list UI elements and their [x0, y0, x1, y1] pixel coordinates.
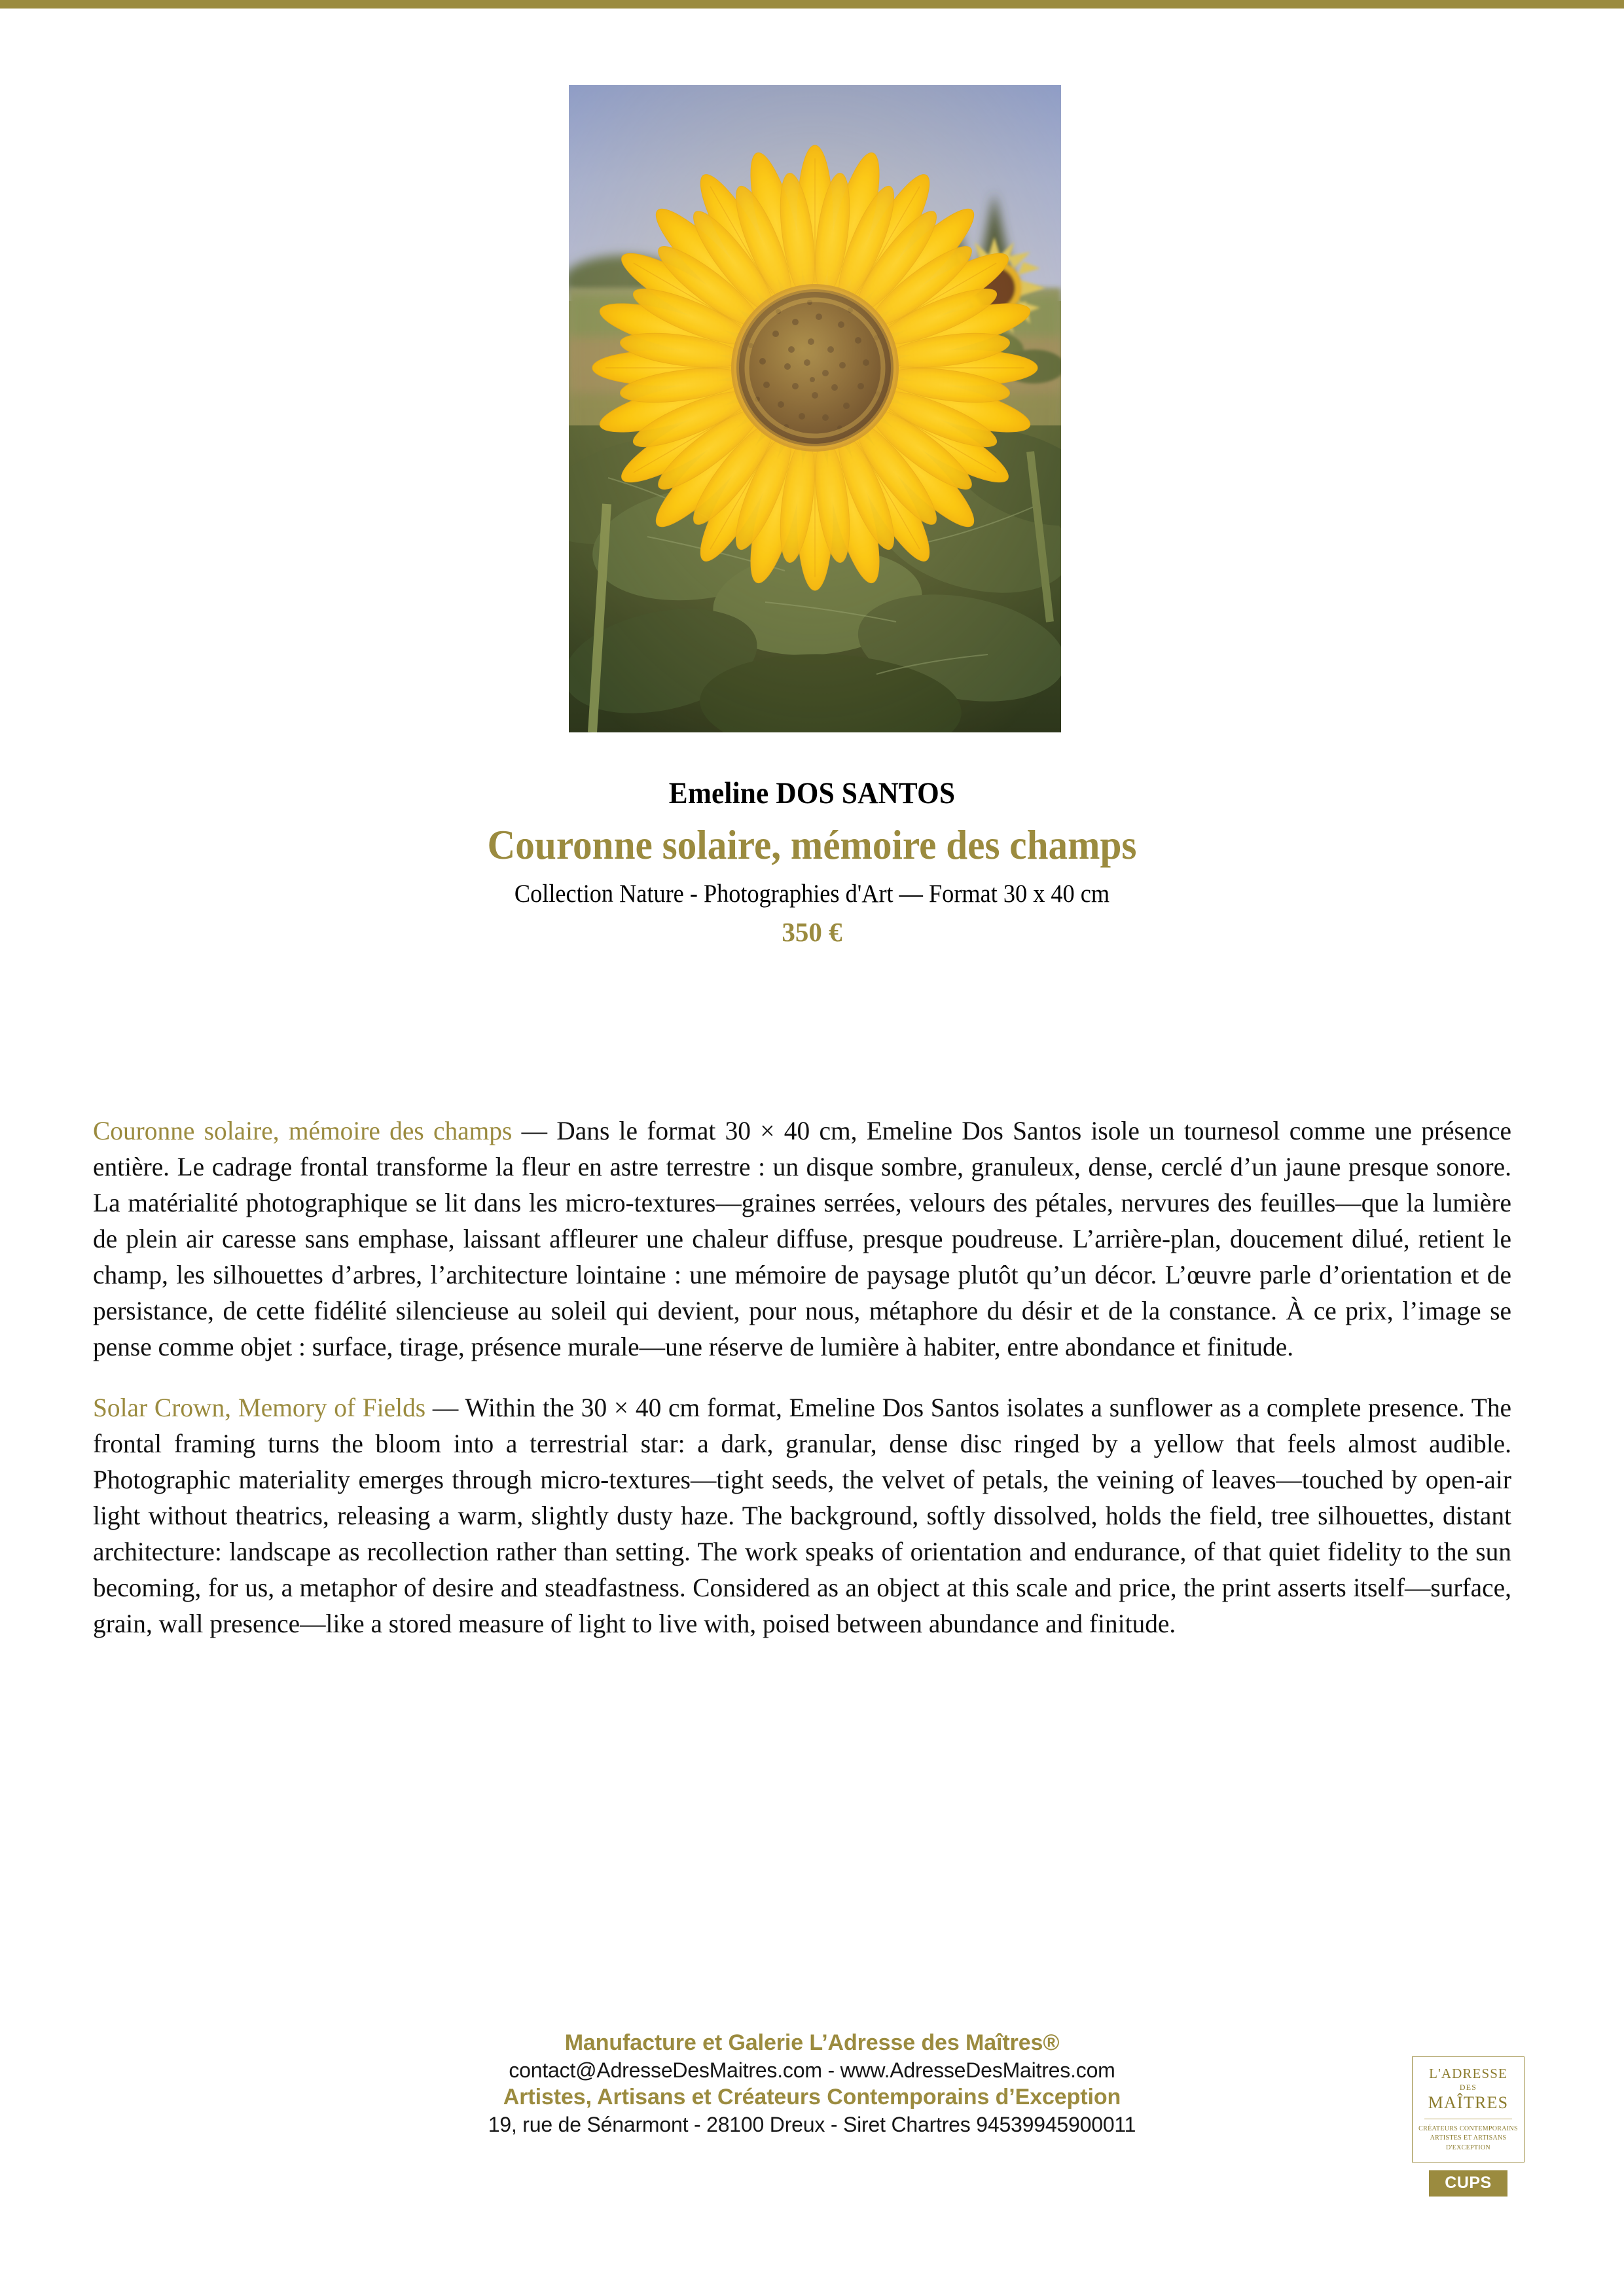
paragraph-french-text: — Dans le format 30 × 40 cm, Emeline Dos Santos isole un tournesol comme une présence entière. Le cadrage frontal transforme la fleur en astre terrestre : un disque sombre, granuleux, dense, cerclé d’un jaune presque sonore. La matérialité photographique se lit dans les micro-textures—graines serrées, velours des pétales, nervures des feuilles—que la lumière de plein air caresse sans emphase, laissant affleurer une chaleur diffuse, presque poudreuse. L’arrière-plan, doucement dilué, retient le champ, les silhouettes d’arbres, l’architecture lointaine : une mémoire de paysage plutôt qu’un décor. L’œuvre parle d’orientation et de persistance, de cette fidélité silencieuse au soleil qui devient, pour nous, métaphore du désir et de la constance. À ce prix, l’image se pense comme objet : surface, tirage, présence murale—une réserve de lumière à habiter, entre abondance et finitude. [93, 1116, 1512, 1361]
footer-contact[interactable]: contact@AdresseDesMaitres.com - www.AdresseDesMaitres.com [509, 2058, 1115, 2082]
paragraph-english-text: — Within the 30 × 40 cm format, Emeline Dos Santos isolates a sunflower as a complete presence. The frontal framing turns the bloom into a terrestrial star: a dark, granular, dense disc ringed by a yellow that feels almost audible. Photographic materiality emerges through micro-textures—tight seeds, the velvet of petals, the veining of leaves—touched by open-air light without theatrics, releasing a warm, slightly dusty haze. The background, softly dissolved, holds the field, tree silhouettes, distant architecture: landscape as recollection rather than setting. The work speaks of orientation and endurance, of that quiet fidelity to the sun becoming, for us, a metaphor of desire and steadfastness. Considered as an object at this scale and price, the print asserts itself—surface, grain, wall presence—like a stored measure of light to live with, poised between abundance and finitude. [93, 1393, 1512, 1638]
cups-badge: CUPS [1429, 2170, 1507, 2197]
logo-line-maitres: MAÎTRES [1428, 2093, 1509, 2113]
paragraph-english [93, 1390, 1511, 1641]
paragraph-french-lead: Couronne solaire, mémoire des champs [93, 1116, 513, 1145]
footer-company-name: Manufacture et Galerie L’Adresse des Maîtres® [564, 2030, 1060, 2055]
footer [0, 2029, 1624, 2138]
paragraph-french [93, 1113, 1511, 1365]
logo-line-des: DES [1459, 2083, 1477, 2092]
brand-logo [1412, 2056, 1525, 2197]
top-accent-rule [0, 0, 1624, 9]
page-title: Couronne solaire, mémoire des champs [487, 822, 1137, 869]
artwork-price: 350 € [782, 917, 842, 948]
footer-tagline: Artistes, Artisans et Créateurs Contemporains d’Exception [503, 2085, 1121, 2110]
footer-address: 19, rue de Sénarmont - 28100 Dreux - Siret Chartres 94539945900011 [488, 2112, 1136, 2136]
artwork-title-block [0, 776, 1624, 948]
logo-subtitle-line3: D'EXCEPTION [1446, 2144, 1490, 2151]
logo-box [1412, 2056, 1525, 2162]
paragraph-english-lead: Solar Crown, Memory of Fields [93, 1393, 426, 1422]
logo-subtitle-line1: CRÉATEURS CONTEMPORAINS [1418, 2125, 1518, 2132]
artist-name: Emeline DOS SANTOS [668, 776, 956, 810]
artwork-subtitle: Collection Nature - Photographies d'Art — Format 30 x 40 cm [514, 880, 1110, 908]
artwork-photo [569, 85, 1061, 732]
sunflower-photograph [569, 85, 1061, 732]
logo-subtitle-line2: ARTISTES ET ARTISANS [1430, 2134, 1507, 2142]
description-body [93, 1113, 1533, 1641]
logo-line-adresse: L'ADRESSE [1429, 2066, 1507, 2081]
